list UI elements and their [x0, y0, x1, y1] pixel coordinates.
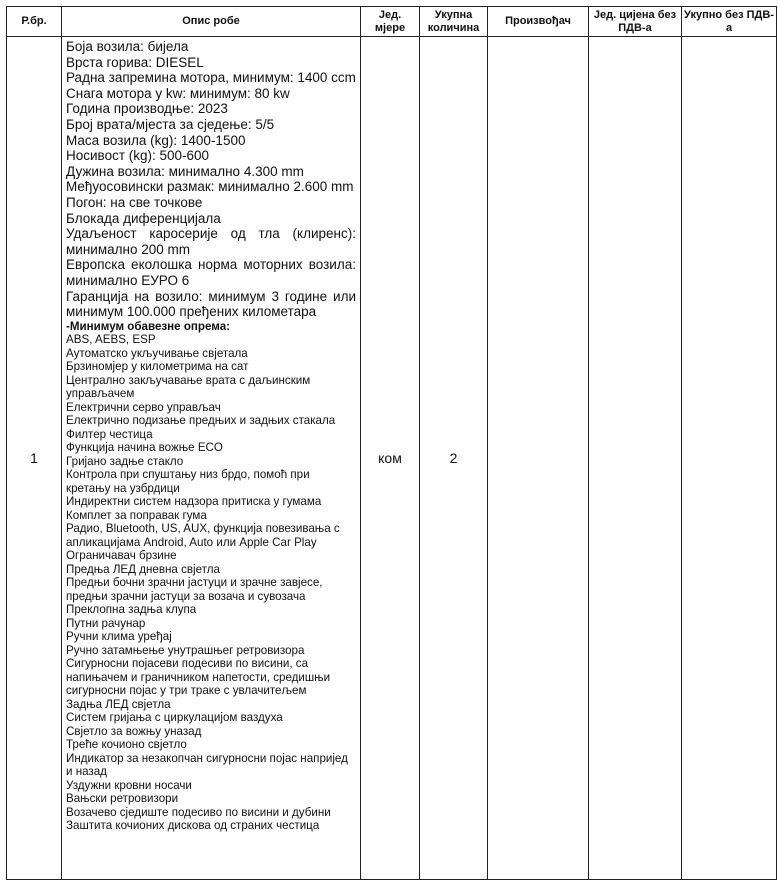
equipment-item: Сигурносни појасеви подесиви по висини, са напињачем и граничником напетости, средишњи сигурносни појас у три траке с увлачитељем [66, 657, 331, 698]
equipment-item: Преклопна задња клупа [66, 603, 197, 617]
spec-line: Дужина возила: минимално 4.300 mm [66, 163, 304, 179]
equipment-item: Радио, Bluetooth, US, AUX, функција повезивања с апликацијама Android, Auto или Apple Car Play [66, 522, 340, 549]
equipment-item: Ограничавач брзине [66, 549, 177, 563]
equipment-item: Индиректни систем надзора притиска у гумама [66, 495, 322, 509]
unit-price-cell [589, 37, 682, 880]
total-cell [682, 37, 777, 880]
header-unit: Јед. мјере [361, 7, 420, 37]
equipment-item: Брзиномјер у километрима на сат [66, 360, 249, 374]
spec-line: Маса возила (kg): 1400-1500 [66, 132, 246, 148]
spec-line: Међуосовински размак: минимално 2.600 mm [66, 179, 354, 195]
producer-cell [488, 37, 589, 880]
equipment-item: ABS, AEBS, ESP [66, 333, 156, 347]
equipment-item: Аутоматско укључивање свјетала [66, 346, 248, 360]
equipment-heading: -Минимум обавезне опрема: [66, 319, 231, 333]
equipment-item: Задња ЛЕД свјетла [66, 697, 171, 711]
equipment-item: Индикатор за незакопчан сигурносни појас напријед и назад [66, 751, 348, 779]
equipment-item: Контрола при спуштању низ брдо, помоћ при кретању на узбрдици [66, 468, 310, 495]
spec-line: Гаранција на возило: минимум 3 године или минимум 100.000 пређених километара [66, 288, 356, 320]
row-number-cell: 1 [7, 37, 62, 880]
equipment-item: Предња ЛЕД дневна свјетла [66, 562, 220, 576]
spec-line: Број врата/мјеста за сједење: 5/5 [66, 116, 275, 132]
equipment-item: Електрично подизање предњих и задњих стакала [66, 414, 336, 428]
spec-list [66, 39, 356, 320]
equipment-item: Систем гријања с циркулацијом ваздуха [66, 711, 283, 725]
equipment-item: Гријано задње стакло [66, 454, 184, 468]
header-total: Укупно без ПДВ-а [682, 7, 777, 37]
specification-table [6, 6, 777, 880]
equipment-item: Заштита кочионих дискова од страних честица [66, 819, 320, 833]
header-row-number: Р.бр. [7, 7, 62, 37]
equipment-list [66, 333, 356, 833]
equipment-item: Филтер честица [66, 427, 153, 441]
header-description: Опис робе [62, 7, 361, 37]
description-cell [62, 37, 361, 880]
spec-line: Европска еколошка норма моторних возила: минимално ЕУРО 6 [66, 257, 356, 288]
spec-line: Врста горива: DIESEL [66, 54, 204, 70]
equipment-item: Возачево сједиште подесиво по висини и дубини [66, 805, 331, 819]
header-quantity: Укупна количина [420, 7, 488, 37]
equipment-item: Путни рачунар [66, 616, 146, 630]
equipment-item: Комплет за поправак гума [66, 508, 207, 522]
equipment-item: Ручно затамњење унутрашњег ретровизора [66, 643, 305, 657]
spec-line: Година производње: 2023 [66, 101, 228, 117]
equipment-item: Треће кочионо свјетло [66, 738, 187, 752]
header-row [7, 7, 777, 37]
spec-line: Радна запремина мотора, минимум: 1400 ccm [66, 70, 356, 86]
equipment-item: Предњи бочни зрачни јастуци и зрачне завјесе, предњи зрачни јастуци за возача и сувозача [66, 576, 323, 603]
equipment-item: Уздужни кровни носачи [66, 778, 192, 792]
spec-line: Удаљеност каросерије од тла (клиренс): минимално 200 mm [66, 226, 356, 257]
equipment-item: Централно закључавање врата с даљинским управљачем [66, 373, 311, 401]
spec-line: Снага мотора у kw: минимум: 80 kw [66, 85, 290, 101]
equipment-item: Ручни клима уређај [66, 630, 172, 644]
header-unit-price: Јед. цијена без ПДВ-а [589, 7, 682, 37]
spec-line: Погон: на све точкове [66, 194, 203, 210]
equipment-item: Свјетло за вожњу уназад [66, 724, 202, 738]
equipment-item: Вањски ретровизори [66, 792, 179, 806]
spec-line: Носивост (kg): 500-600 [66, 148, 210, 164]
equipment-item: Електрични серво управљач [66, 400, 221, 414]
quantity-cell: 2 [420, 37, 488, 880]
unit-cell: ком [361, 37, 420, 880]
spec-line: Блокада диференцијала [66, 210, 221, 226]
spec-line: Боја возила: бијела [66, 39, 189, 54]
header-producer: Произвођач [488, 7, 589, 37]
table-row [7, 37, 777, 880]
equipment-item: Функција начина вожње ECO [66, 441, 223, 455]
